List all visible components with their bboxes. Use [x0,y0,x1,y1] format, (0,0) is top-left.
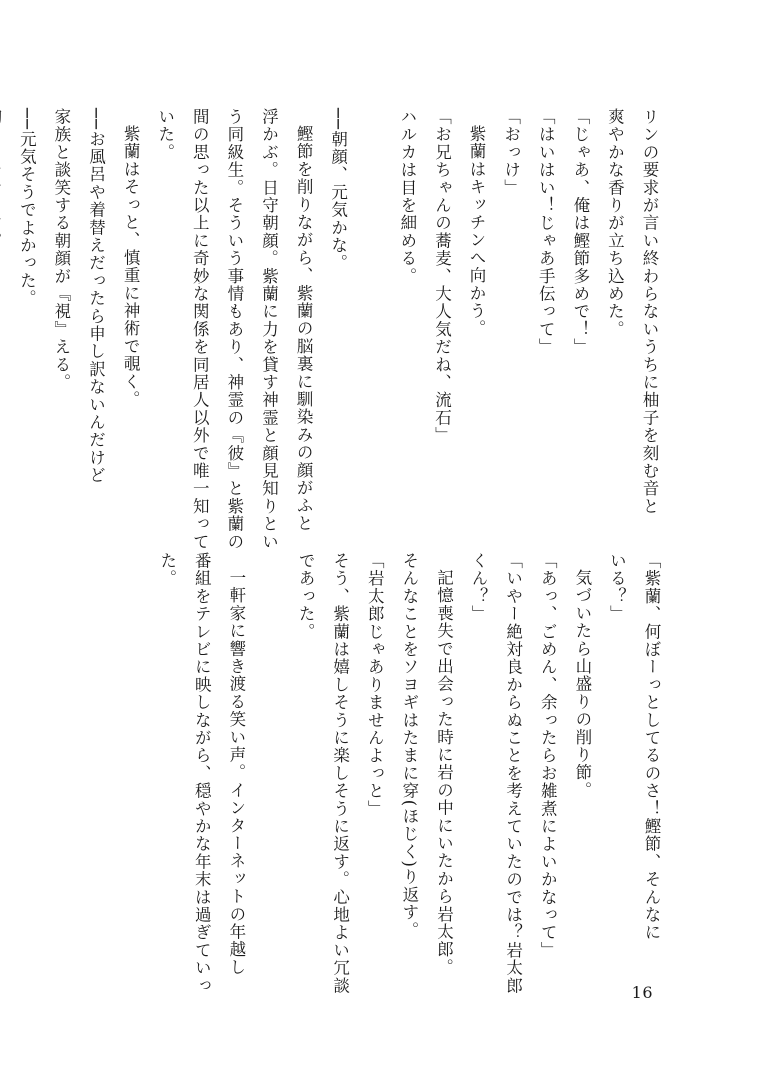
text-line: 「お兄ちゃんの蕎麦、大人気だね、流石」 [432,108,452,445]
text-line: 家族と談笑する朝顔が『視』える。 [51,108,71,392]
text-line: 浮かぶ。日守朝顔。紫蘭に力を貸す神霊と顔見知りとい [259,108,279,551]
text-line: 「いやー絶対良からぬことを考えていたのでは？岩太郎 [503,552,523,995]
text-line: ──朝顔、元気かな。 [328,108,348,272]
page-number: 16 [631,983,653,1002]
text-line: 「あっ、ごめん、余ったらお雑煮によいかなって」 [538,552,558,960]
text-line: くん？」 [469,552,489,623]
text-line: そう、紫蘭は嬉しそうに楽しそうに返す。心地よい冗談 [330,552,350,995]
text-line: 気づいたら山盛りの削り節。 [572,569,592,800]
text-line: であった。 [296,552,316,641]
text-line: 「はいはい！じゃあ手伝って」 [536,108,556,356]
text-line: 鰹節を削りながら、紫蘭の脳裏に馴染みの顔がふと [294,125,314,533]
text-line: 一軒家に響き渡る笑い声。インターネットの年越し [226,569,246,977]
text-line: いた。 [155,108,175,162]
text-line: 「おっけ」 [501,108,521,197]
text-line: 紫蘭はそっと、慎重に神術で覗く。 [121,125,141,409]
text-line [355,108,390,528]
text-line: た。 [157,552,177,588]
text-line: う同級生。そういう事情もあり、神霊の『彼』と紫蘭の [224,108,244,551]
text-line: 記憶喪失で出会った時に岩の中にいたから岩太郎。 [434,569,454,977]
text-line: 爽やかな香りが立ち込めた。 [605,108,625,339]
text-line: 「岩太郎じゃありませんよっと」 [365,552,385,818]
text-line: ──元気そうでよかった。 [17,108,37,308]
text-line: 間の思った以上に奇妙な関係を同居人以外で唯一知って [190,108,210,551]
text-line [0,108,9,528]
text-line: 「じゃあ、俺は鰹節多めで！」 [570,108,590,356]
text-line: そんなことをソヨギはたまに穿(ほじく)り返す。 [399,552,419,939]
text-line: ──お風呂や着替えだったら申し訳ないんだけど [86,108,106,485]
text-line: いる？」 [607,552,627,623]
text-line: 「紫蘭、何ぼーっとしてるのさ！鰹節、そんなに [642,552,661,942]
text-line: 紫蘭はキッチンへ向かう。 [467,125,487,338]
text-line: リンの要求が言い終わらないうちに柚子を刻む音と [640,108,659,516]
text-line [253,552,288,972]
upper-text-block [0,108,666,551]
text-line: ハルカは目を細める。 [397,108,417,285]
text-line: 番組をテレビに映しながら、穏やかな年末は過ぎていっ [192,552,212,995]
